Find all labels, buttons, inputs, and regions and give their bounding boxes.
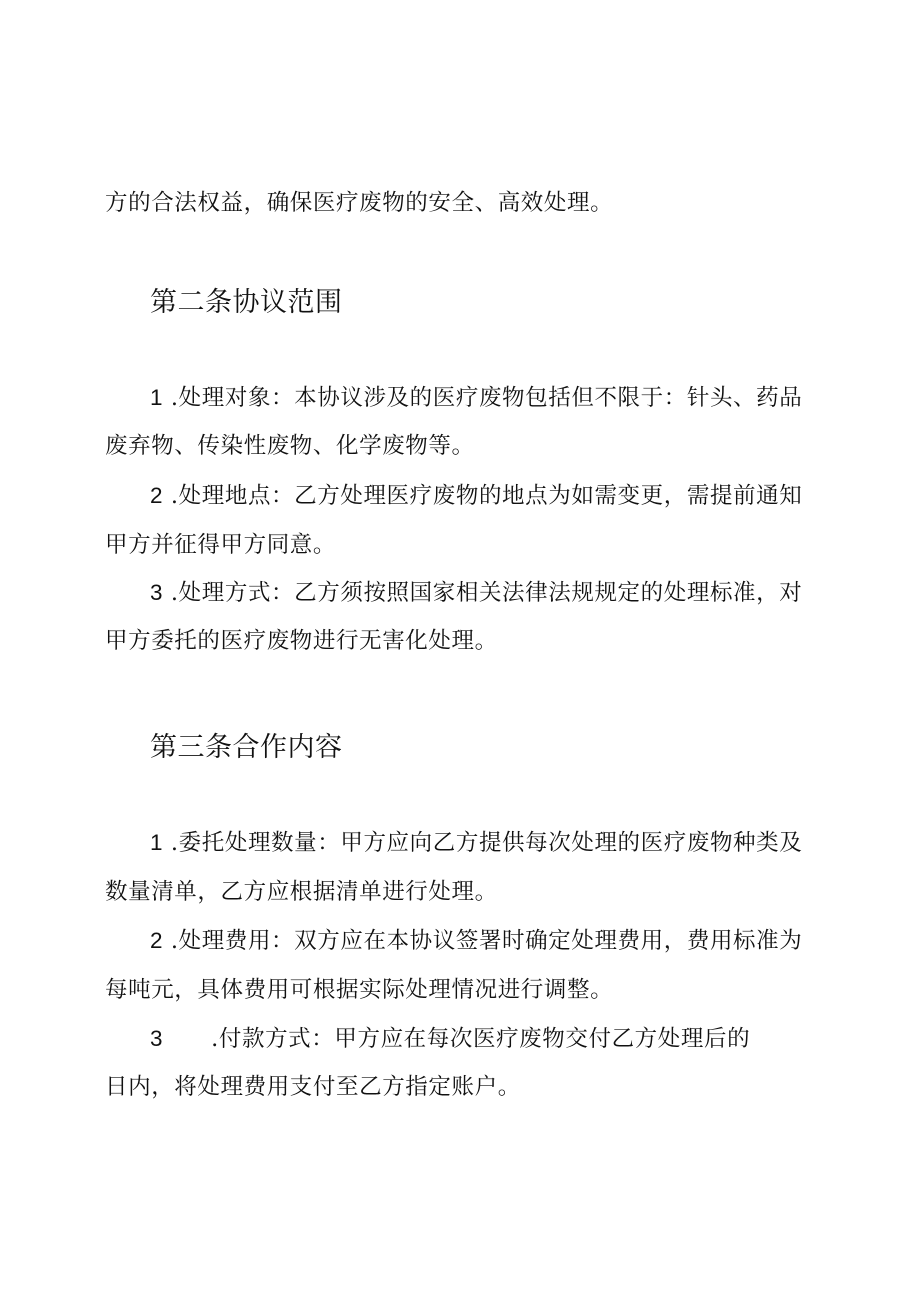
intro-line: 方的合法权益，确保医疗废物的安全、高效处理。 xyxy=(105,190,614,216)
clause-text: .处理对象：本协议涉及的医疗废物包括但不限于：针头、药品 xyxy=(170,385,803,411)
clause-text: .委托处理数量：甲方应向乙方提供每次处理的医疗废物种类及 xyxy=(170,830,803,856)
clause-3-3-line-2: 日内，将处理费用支付至乙方指定账户。 xyxy=(105,1074,521,1100)
clause-number: 3 xyxy=(150,580,164,605)
clause-3-2-line-1 xyxy=(150,926,802,956)
clause-2-1-line-2: 废弃物、传染性废物、化学废物等。 xyxy=(105,433,475,459)
clause-2-1-line-1 xyxy=(150,383,802,413)
clause-3-2-line-2: 每吨元，具体费用可根据实际处理情况进行调整。 xyxy=(105,977,614,1003)
clause-number: 2 xyxy=(150,483,164,508)
clause-number: 3 xyxy=(150,1026,164,1051)
clause-3-3-line-1 xyxy=(150,1024,750,1054)
clause-text: .处理费用：双方应在本协议签署时确定处理费用，费用标准为 xyxy=(170,928,803,954)
clause-text: .处理地点：乙方处理医疗废物的地点为如需变更，需提前通知 xyxy=(170,483,803,509)
clause-2-2-line-1 xyxy=(150,481,802,511)
clause-3-1-line-2: 数量清单，乙方应根据清单进行处理。 xyxy=(105,879,498,905)
section-heading-cooperation: 第三条合作内容 xyxy=(150,732,343,763)
clause-number: 1 xyxy=(150,830,164,855)
clause-2-3-line-1 xyxy=(150,578,802,608)
clause-2-2-line-2: 甲方并征得甲方同意。 xyxy=(105,532,337,558)
clause-number: 2 xyxy=(150,928,164,953)
clause-2-3-line-2: 甲方委托的医疗废物进行无害化处理。 xyxy=(105,628,498,654)
clause-number: 1 xyxy=(150,385,164,410)
clause-3-1-line-1 xyxy=(150,828,802,858)
clause-text: .付款方式：甲方应在每次医疗废物交付乙方处理后的 xyxy=(211,1026,751,1052)
section-heading-scope: 第二条协议范围 xyxy=(150,287,343,318)
clause-text: .处理方式：乙方须按照国家相关法律法规规定的处理标准，对 xyxy=(170,580,803,606)
